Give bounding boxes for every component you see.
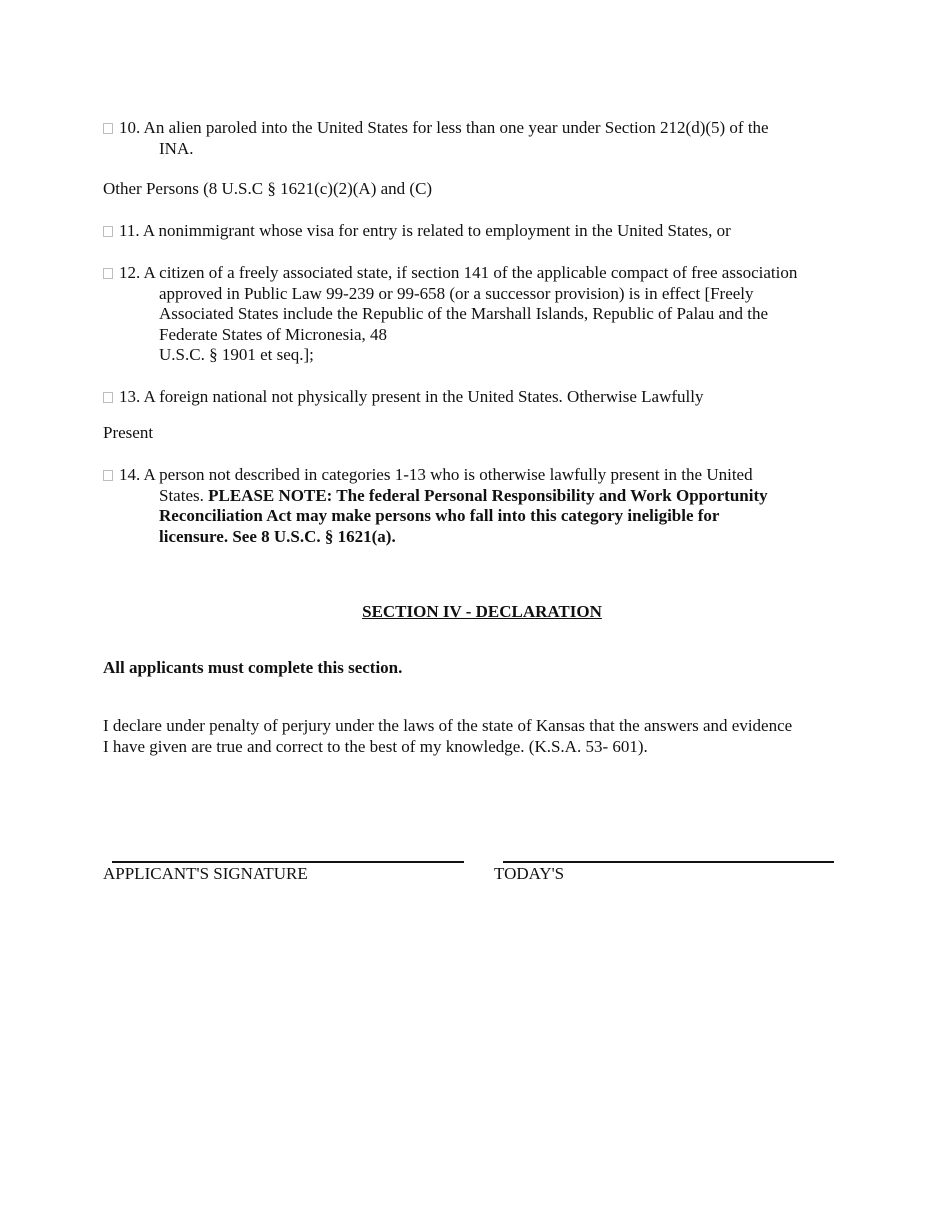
item-11-checkbox[interactable] — [103, 226, 113, 237]
item-12-checkbox[interactable] — [103, 268, 113, 279]
item-12-continuation-4: U.S.C. § 1901 et seq.]; — [159, 345, 314, 364]
item-14-first-line — [103, 465, 873, 486]
item-12-continuation-1: approved in Public Law 99-239 or 99-658 (or a successor provision) is in effect [Freely — [159, 283, 754, 303]
item-11-text: 11. A nonimmigrant whose visa for entry is related to employment in the United States, or — [119, 221, 731, 240]
list-item-11 — [103, 221, 873, 242]
present-heading: Present — [103, 423, 154, 442]
declaration-line-2: I have given are true and correct to the best of my knowledge. (K.S.A. 53- 601). — [103, 737, 648, 756]
list-item-13 — [103, 387, 873, 408]
item-14-continuation-1 — [103, 486, 873, 507]
item-11-first-line — [103, 221, 873, 242]
other-persons-heading: Other Persons (8 U.S.C § 1621(c)(2)(A) and (C) — [103, 179, 433, 198]
instruction-text: All applicants must complete this section. — [103, 658, 403, 677]
item-10-continuation: INA. — [159, 138, 194, 158]
date-line[interactable] — [503, 861, 834, 863]
date-label: TODAY'S — [494, 864, 565, 883]
list-item-10 — [103, 118, 873, 159]
item-10-checkbox[interactable] — [103, 123, 113, 134]
signature-label: APPLICANT'S SIGNATURE — [103, 864, 308, 883]
list-item-12 — [103, 263, 893, 366]
item-14-note-2: Reconciliation Act may make persons who fall into this category ineligible for — [159, 506, 720, 525]
item-13-checkbox[interactable] — [103, 392, 113, 403]
item-12-first-line — [103, 263, 893, 284]
section-title: SECTION IV - DECLARATION — [362, 602, 602, 621]
item-14-note-1: PLEASE NOTE: The federal Personal Responsibility and Work Opportunity — [208, 485, 768, 505]
item-13-text: 13. A foreign national not physically present in the United States. Otherwise Lawfully — [119, 387, 704, 406]
list-item-14 — [103, 465, 873, 547]
declaration-line-1: I declare under penalty of perjury under the laws of the state of Kansas that the answers and evidence — [103, 716, 793, 735]
item-10-text: 10. An alien paroled into the United States for less than one year under Section 212(d)(5) of the — [119, 118, 769, 137]
item-12-continuation-3: Federate States of Micronesia, 48 — [159, 324, 388, 344]
item-10-first-line — [103, 118, 873, 139]
item-13-first-line — [103, 387, 873, 408]
item-12-text: 12. A citizen of a freely associated state, if section 141 of the applicable compact of free association — [119, 263, 798, 282]
item-14-continuation-plain: States. — [159, 485, 209, 505]
item-14-text: 14. A person not described in categories 1-13 who is otherwise lawfully present in the United — [119, 465, 753, 484]
item-12-continuation-2: Associated States include the Republic of the Marshall Islands, Republic of Palau and the — [159, 304, 769, 323]
signature-line[interactable] — [112, 861, 464, 863]
item-14-note-3: licensure. See 8 U.S.C. § 1621(a). — [159, 526, 396, 546]
item-14-checkbox[interactable] — [103, 470, 113, 481]
